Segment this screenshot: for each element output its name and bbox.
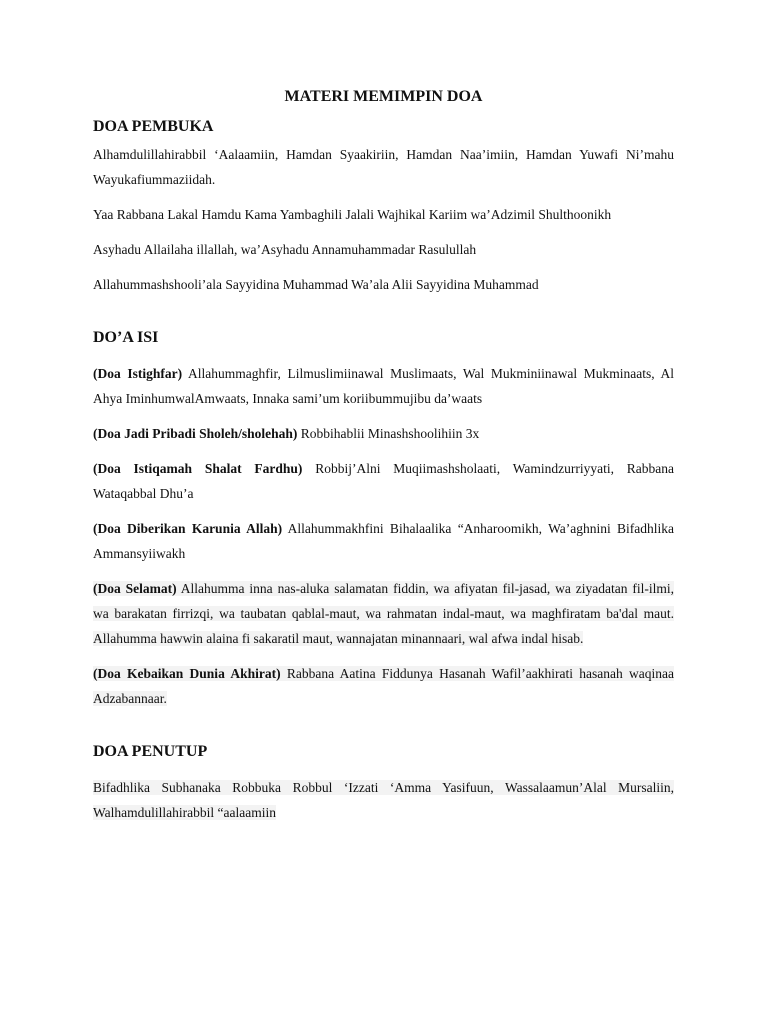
highlighted-text [93, 666, 674, 706]
paragraph-label: (Doa Diberikan Karunia Allah) [93, 521, 283, 536]
paragraph-pembuka-1 [93, 142, 674, 192]
paragraph-label: (Doa Istighfar) [93, 366, 183, 381]
document-page [93, 86, 674, 835]
section-heading-doa-isi: DO’A ISI [93, 329, 159, 346]
paragraph-doa-selamat [93, 576, 674, 651]
paragraph-text: Robbihablii Minashshoolihiin 3x [300, 426, 480, 441]
paragraph-doa-dunia-akhirat [93, 661, 674, 711]
paragraph-doa-karunia [93, 516, 674, 566]
paragraph-text: Alhamdulillahirabbil ‘Aalaamiin, Hamdan Syaakiriin, Hamdan Naa’imiin, Hamdan Yuwafi Ni’mahu Wayukafiummaziidah. [93, 147, 674, 187]
section-heading-doa-penutup: DOA PENUTUP [93, 743, 208, 760]
paragraph-pembuka-2 [93, 202, 674, 227]
paragraph-text: Bifadhlika Subhanaka Robbuka Robbul ‘Izzati ‘Amma Yasifuun, Wassalaamun’Alal Mursaliin, Walhamdulillahirabbil “aalaamiin [93, 780, 674, 820]
paragraph-label: (Doa Selamat) [93, 581, 177, 596]
paragraph-text: Allahumma inna nas-aluka salamatan fiddin, wa afiyatan fil-jasad, wa ziyadatan fil-ilmi, wa barakatan firrizqi, wa taubatan qablal-maut, wa rahmatan indal-maut, wa maghfiratam ba'dal maut. Allahumma hawwin alaina fi sakaratil maut, wannajatan minannaari, wal afwa indal hisab. [93, 581, 674, 646]
document-title: MATERI MEMIMPIN DOA [284, 88, 483, 105]
paragraph-doa-pribadi-sholeh [93, 421, 674, 446]
paragraph-label: (Doa Kebaikan Dunia Akhirat) [93, 666, 281, 681]
paragraph-text: Robbij’Alni Muqiimashsholaati, Wamindzurriyyati, Rabbana Wataqabbal Dhu’a [93, 461, 675, 501]
paragraph-pembuka-3 [93, 237, 674, 262]
paragraph-text: Allahummaghfir, Lilmuslimiinawal Muslimaats, Wal Mukminiinawal Mukminaats, Al Ahya IminhumwalAmwaats, Innaka sami’um koriibummujibu da’waats [93, 366, 674, 406]
paragraph-label: (Doa Istiqamah Shalat Fardhu) [93, 461, 303, 476]
paragraph-text: Allahummakhfini Bihalaalika “Anharoomikh, Wa’aghnini Bifadhlika Ammansyiiwakh [93, 521, 674, 561]
paragraph-text: Allahummashshooli’ala Sayyidina Muhammad Wa’ala Alii Sayyidina Muhammad [93, 277, 539, 292]
paragraph-pembuka-4 [93, 272, 674, 297]
paragraph-text: Asyhadu Allailaha illallah, wa’Asyhadu Annamuhammadar Rasulullah [93, 242, 477, 257]
paragraph-doa-istiqamah [93, 456, 674, 506]
paragraph-text: Yaa Rabbana Lakal Hamdu Kama Yambaghili Jalali Wajhikal Kariim wa’Adzimil Shulthoonikh [93, 207, 612, 222]
highlighted-text [93, 581, 674, 646]
paragraph-penutup-1 [93, 775, 674, 825]
paragraph-label: (Doa Jadi Pribadi Sholeh/sholehah) [93, 426, 298, 441]
paragraph-text: Rabbana Aatina Fiddunya Hasanah Wafil’aakhirati hasanah waqinaa Adzabannaar. [93, 666, 675, 706]
section-heading-doa-pembuka: DOA PEMBUKA [93, 118, 214, 135]
paragraph-doa-istighfar [93, 361, 674, 411]
